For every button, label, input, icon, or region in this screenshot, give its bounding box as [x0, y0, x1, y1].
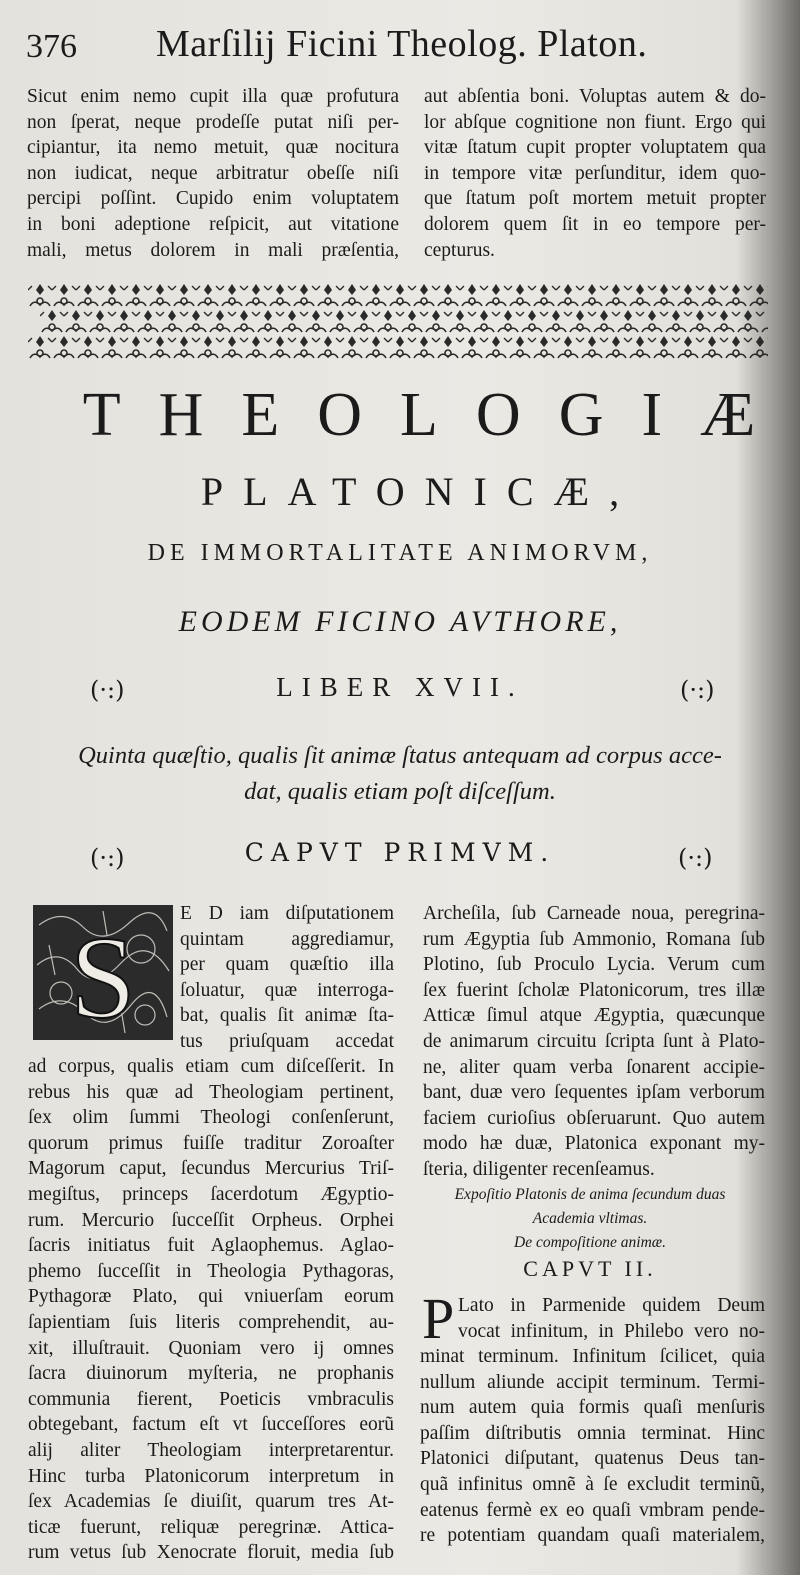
text-line: Expoſitio Platonis de anima ſecundum duas — [454, 1186, 726, 1203]
text-line: ad corpus, qualis etiam cum diſceſſerit. In — [28, 1056, 394, 1077]
text-line: Pythagoræ Plato, qui vniuerſam eorum — [28, 1286, 394, 1308]
text-line: minat terminum. Infinitum ſcilicet, quia — [420, 1346, 765, 1367]
text-line: vitæ ſtatum cupit propter voluptatem qua — [424, 137, 766, 159]
text-line: Magorum caput, ſecundus Mercurius Triſ- — [28, 1158, 394, 1180]
heading-de-immortalitate: DE IMMORTALITATE ANIMORVM, — [147, 540, 653, 566]
ornament-mark-right: (·:) — [680, 676, 715, 704]
top-right-column — [424, 84, 766, 263]
text-line: ſex Academias ſe diuiſit, quarum tres At- — [28, 1491, 394, 1513]
text-line: dat, qualis etiam poſt diſceſſum. — [244, 778, 556, 805]
text-line: percipi poſſint. Cupido enim voluptatem — [27, 188, 399, 210]
text-line: mali, metus dolorem in mali præſentia, — [27, 239, 399, 261]
running-title: Marſilij Ficini Theolog. Platon. — [156, 23, 648, 65]
text-line: ſacra diuinorum myſteria, ne prophanis — [28, 1363, 394, 1385]
text-line: quã infinitus omnẽ à ſe excludit terminũ, — [420, 1473, 765, 1495]
text-line: Lato in Parmenide quidem Deum — [458, 1295, 765, 1316]
text-line: De compoſitione animæ. — [514, 1234, 666, 1251]
liber-row — [0, 672, 800, 712]
ornament-mark-left: (·:) — [90, 844, 125, 872]
text-line: nullum aliunde accipit terminum. Termi- — [420, 1371, 765, 1393]
text-line: quorum primus fuiſſe traditur Zoroaſter — [28, 1132, 394, 1154]
text-line: non iudicat, neque arbitratur obeſſe niſi — [27, 162, 399, 184]
text-line: ſex olim ſummi Theologi conſenſerunt, — [28, 1107, 394, 1129]
chapter1-lines-beside-initial — [180, 901, 394, 1055]
ornament-mark-left: (·:) — [90, 676, 125, 704]
text-line: ſex fuerint ſcholæ Platonicorum, tres illæ — [423, 979, 765, 1001]
caput2-lines-beside-initial — [458, 1293, 765, 1344]
heading-platonicae: PLATONICÆ, — [200, 469, 640, 514]
text-line: Academia vltimas. — [532, 1210, 648, 1227]
text-line: modo hæ duæ, Platonica exponant my- — [423, 1133, 765, 1155]
text-line: E D iam diſputationem — [180, 903, 394, 924]
text-line: ticæ fuerunt, reliquæ peregrinæ. Attica- — [28, 1516, 394, 1538]
text-line: paſſim diſtributis omnia terminat. Hinc — [420, 1422, 765, 1444]
text-line: ſacris initiatus fuit Aglaophemus. Aglao- — [28, 1235, 394, 1257]
caput-primum-heading: CAPVT PRIMVM. — [244, 838, 556, 867]
text-line: cepturus. — [424, 239, 495, 261]
liber-number: LIBER XVII. — [276, 672, 524, 702]
initial-p: P — [422, 1286, 455, 1351]
text-line: obtegebant, factum eſt vt ſucceſſores eorũ — [28, 1414, 394, 1436]
text-line: ſteria, diligenter recenſeamus. — [423, 1158, 655, 1180]
text-line: Platonici diſputant, quatenus Deus tan- — [420, 1448, 765, 1470]
page-number: 376 — [26, 28, 77, 65]
text-line: Atticæ ſimul atque Ægyptia, quæcunque — [423, 1005, 765, 1027]
text-line: cipiantur, ita nemo metuit, quæ nocitura — [27, 137, 399, 159]
decorated-initial-letter: S — [70, 912, 136, 1040]
text-line: alij aliter Theologiam interpretarentur. — [28, 1439, 394, 1461]
text-line: megiſtus, princeps ſacerdotum Ægyptio- — [28, 1183, 394, 1205]
text-line: num autem quia formis quaſi menſuris — [420, 1397, 765, 1419]
text-line: vocat infinitum, in Philebo vero no- — [458, 1320, 765, 1342]
expositio-caption — [420, 1183, 760, 1255]
caput-ii-heading: CAPVT II. — [523, 1256, 657, 1281]
text-line: Quinta quæſtio, qualis ſit animæ ſtatus antequam ad corpus acce- — [78, 742, 722, 769]
running-head — [26, 20, 776, 72]
text-line: phemo ſucceſſit in Theologia Pythagoras, — [28, 1260, 394, 1282]
text-line: rebus his quæ ad Theologiam pertinent, — [28, 1081, 394, 1103]
ornament-mark-right: (·:) — [678, 844, 713, 872]
quaestio-subtitle — [30, 738, 770, 810]
top-left-column — [27, 84, 399, 263]
text-line: lor abſque cognitione non fiunt. Ergo qui — [424, 111, 766, 133]
text-line: per quam quæſtio illa — [180, 954, 394, 976]
decorated-initial — [33, 905, 173, 1040]
text-line: Hinc turba Platonicorum interpretum in — [28, 1465, 394, 1487]
heading-theologiae: THEOLOGIÆ — [82, 381, 794, 449]
text-line: bat, qualis ſit animæ ſta- — [180, 1005, 394, 1027]
heading-author: EODEM FICINO AVTHORE, — [178, 605, 622, 638]
text-line: quintam aggrediamur, — [180, 928, 394, 950]
caput-primum-row — [0, 838, 800, 878]
chapter1-left-column — [28, 1054, 394, 1566]
text-line: bant, duæ vero ſequentes ipſam verborum — [423, 1082, 765, 1104]
text-line: re potentiam quandam quaſi materialem, — [420, 1525, 765, 1547]
text-line: de animarum circuitu ſcripta ſunt à Plato- — [423, 1030, 765, 1052]
text-line: rum vetus ſub Xenocrate floruit, media ſub — [28, 1542, 394, 1564]
text-line: faciem curioſius obſeruarunt. Quo autem — [423, 1107, 765, 1129]
text-line: dolorem quem ſit in eo tempore per- — [424, 213, 766, 235]
text-line: Archeſila, ſub Carneade noua, peregrina- — [423, 903, 765, 924]
text-line: Sicut enim nemo cupit illa quæ profutura — [27, 86, 399, 107]
chapter1-right-column — [423, 901, 765, 1183]
text-line: aut abſentia boni. Voluptas autem & do- — [424, 86, 766, 107]
text-line: ne, aliter quam verba ſonarent accipie- — [423, 1056, 765, 1078]
text-line: que ſtatum poſt mortem metuit propter — [424, 188, 766, 210]
text-line: xit, illuſtrauit. Quoniam vero ij omnes — [28, 1337, 394, 1359]
text-line: in boni adeptione reſpicit, aut vitatione — [27, 213, 399, 235]
text-line: in tempore vitæ perſunditur, idem quo- — [424, 162, 766, 184]
text-line: ſapientiam ſuis literis comprehendit, au- — [28, 1311, 394, 1333]
text-line: tus priuſquam accedat — [180, 1030, 394, 1052]
text-line: Plotino, ſub Proculo Lycia. Verum cum — [423, 954, 765, 976]
text-line: eatenus fermè ex eo quaſi vmbram pende- — [420, 1499, 765, 1521]
text-line: ſoluatur, quæ interroga- — [180, 979, 394, 1001]
text-line: non ſperat, neque prodeſſe putat niſi per- — [27, 111, 399, 133]
text-line: rum. Mercurio ſucceſſit Orpheus. Orphei — [28, 1209, 394, 1231]
text-line: rum Ægyptia ſub Ammonio, Romana ſub — [423, 928, 765, 950]
caput2-text — [420, 1344, 765, 1549]
text-line: communia fierent, Poeticis vmbraculis — [28, 1388, 394, 1410]
ornamental-band — [28, 282, 768, 360]
